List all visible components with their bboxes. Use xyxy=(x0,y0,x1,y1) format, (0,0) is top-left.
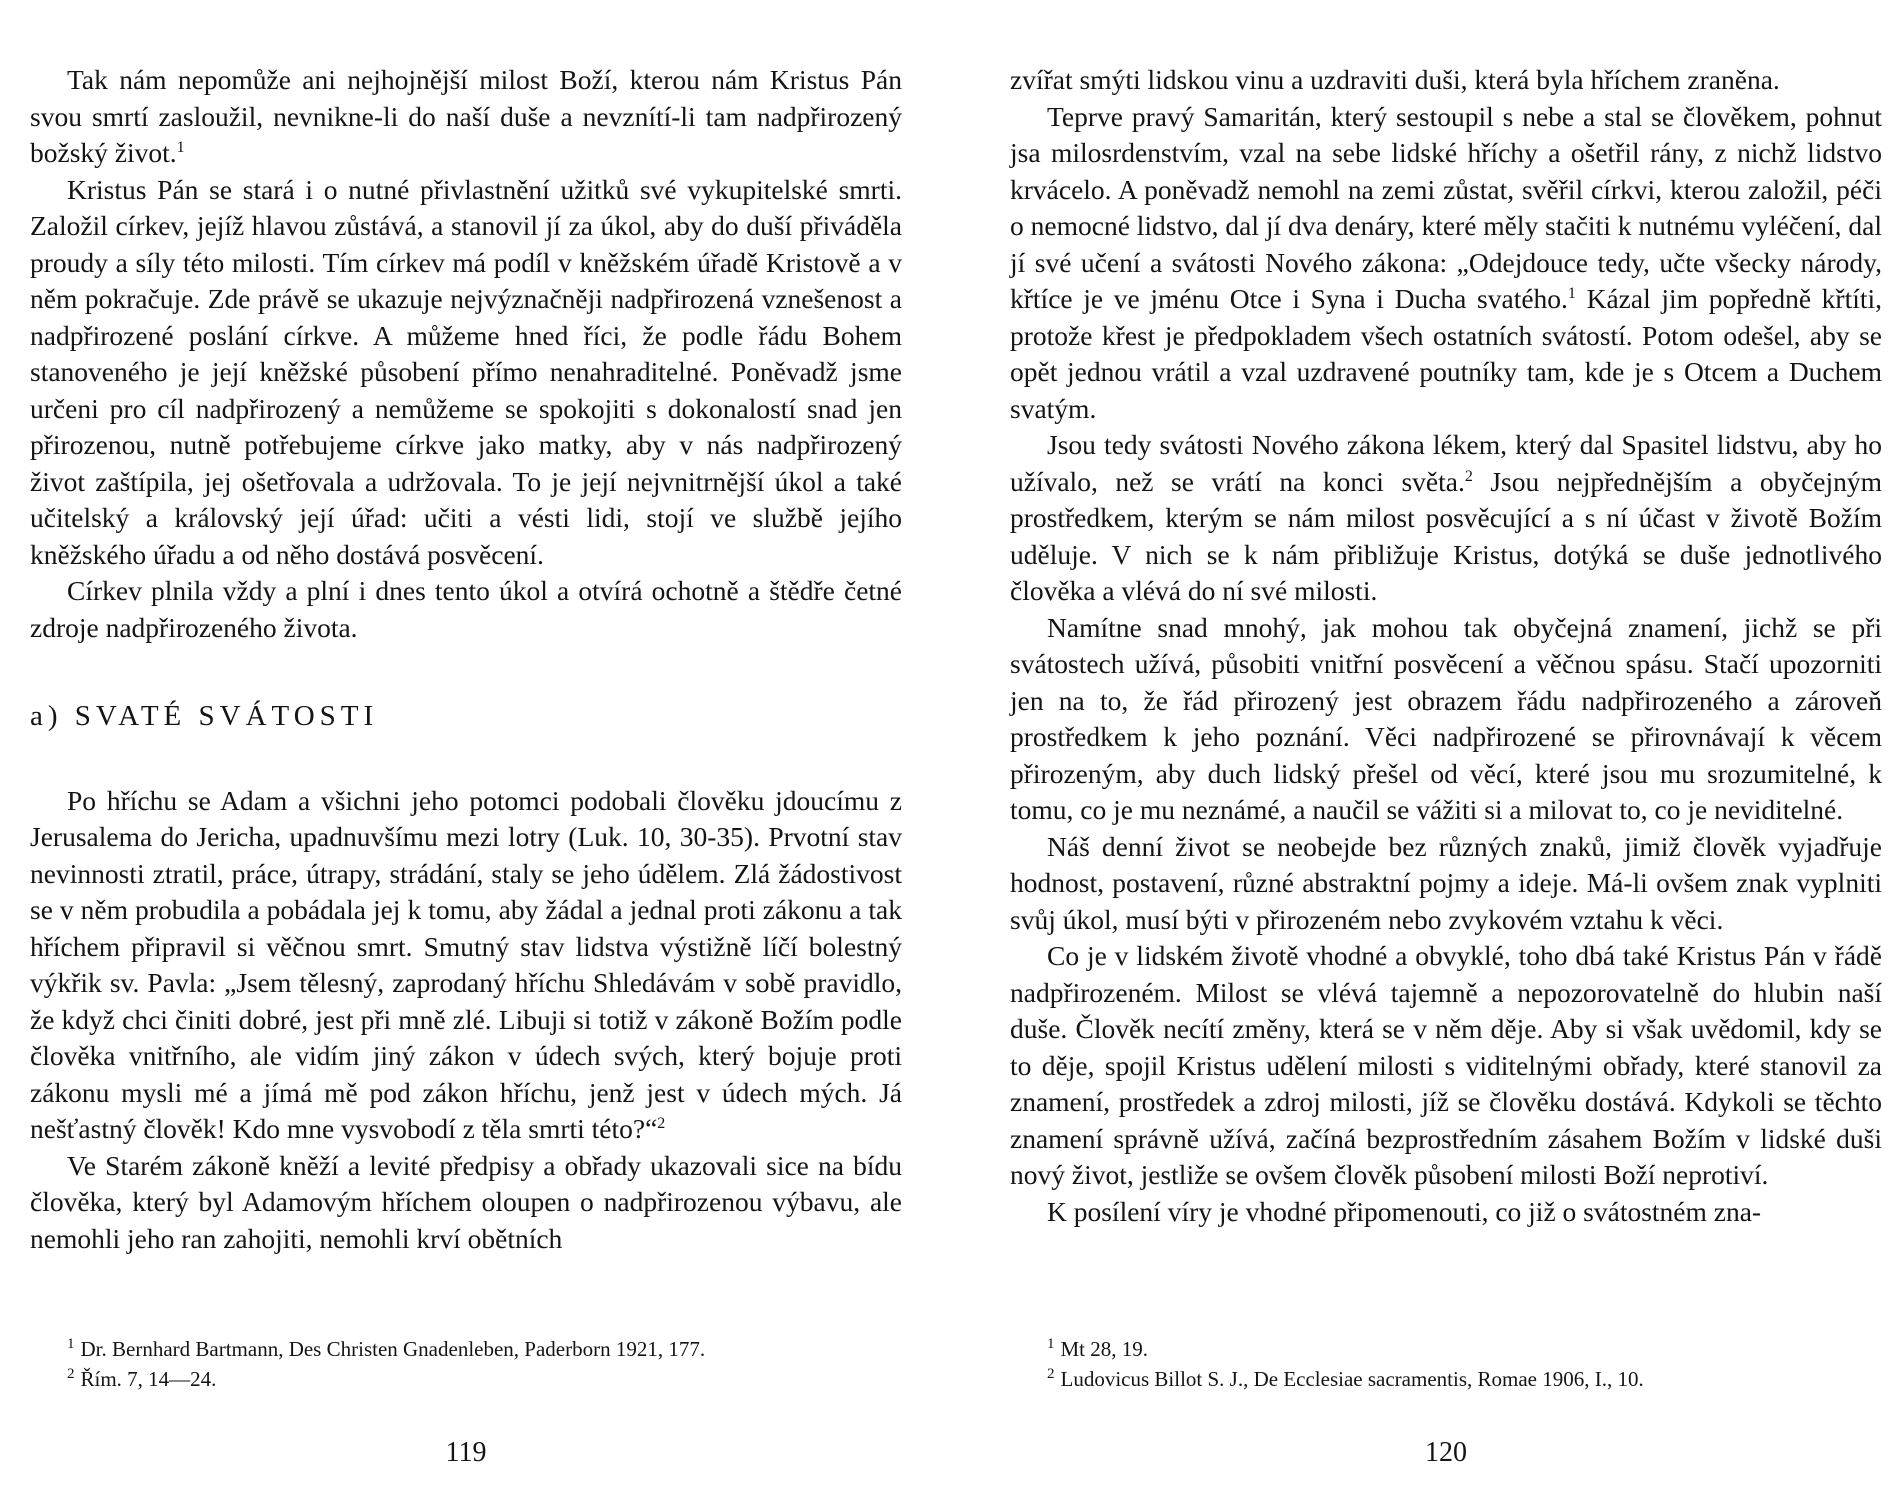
page-number: 119 xyxy=(445,1437,487,1468)
footnote xyxy=(1010,1364,1882,1394)
footnote-ref: 2 xyxy=(1464,467,1473,485)
footnotes xyxy=(30,1334,902,1394)
paragraph: Církev plnila vždy a plní i dnes tento úkol a otvírá ochotně a štědře četné zdroje nadpřirozeného života. xyxy=(30,575,902,643)
footnote xyxy=(1010,1334,1882,1364)
page-number: 120 xyxy=(1425,1437,1467,1468)
paragraph: Náš denní život se neobejde bez různých znaků, jimiž člověk vyjadřuje hodnost, postavení, různé abstraktní pojmy a ideje. Má-li ovšem znak vyplniti svůj úkol, musí býti v přirozeném nebo zvykovém vztahu k věci. xyxy=(1010,830,1882,935)
footnote-mark: 2 xyxy=(1047,1366,1055,1382)
paragraph-text: Jsou nejpřednějším a obyčejným prostředkem, kterým se nám milost posvěcující a s ní účast v životě Božím uděluje. V nich se k nám přibližuje Kristus, dotýká se duše jednotlivého člověka a vlévá do ní své milosti. xyxy=(1010,465,1883,606)
paragraph: Namítne snad mnohý, jak mohou tak obyčejná znamení, jichž se při svátostech užívá, působiti vnitřní posvěcení a věčnou spásu. Stačí upozorniti jen na to, že řád přirozený jest obrazem řádu nadpřirozeného a zároveň prostředkem k jeho poznání. Věci nadpřirozené se přirovnávají k věcem přirozeným, aby duch lidský přešel od věcí, které jsou mu srozumitelné, k tomu, co je mu neznámé, a naučil se vážiti si a milovat to, co je neviditelné. xyxy=(1010,611,1882,825)
paragraph: Co je v lidském životě vhodné a obvyklé, toho dbá také Kristus Pán v řádě nadpřirozeném. Milost se vlévá tajemně a nepozorovatelně do hlubin naší duše. Člověk necítí změny, která se v něm děje. Aby si však uvědomil, kdy se to děje, spojil Kristus udělení milosti s viditelnými obřady, které stanovil za znamení, prostředek a zdroj milosti, jíž se člověku dostává. Kdykoli se těchto znamení správně užívá, začíná bezprostředním zásahem Božím v lidské duši nový život, jestliže se ovšem člověk působení milosti Boží neprotiví. xyxy=(1010,940,1882,1190)
paragraph-text: Tak nám nepomůže ani nejhojnější milost Boží, kterou nám Kristus Pán svou smrtí zasloužil, nevnikne-li do naší duše a nevznítí-li tam nadpřirozený božský život. xyxy=(30,64,902,168)
footnote-ref: 2 xyxy=(657,1114,666,1132)
footnote-text: Řím. 7, 14—24. xyxy=(80,1367,217,1391)
paragraph: K posílení víry je vhodné připomenouti, co již o svátostném zna- xyxy=(1047,1195,1762,1227)
paragraph-text: Po hříchu se Adam a všichni jeho potomci podobali člověku jdoucímu z Jerusalema do Jericha, upadnuvšímu mezi lotry (Luk. 10, 30-35). Prvotní stav nevinnosti ztratil, práce, útrapy, strádání, staly se jeho údělem. Zlá žádostivost se v něm probudila a pobádala jej k tomu, aby žádal a jednal proti zákonu a tak hříchem připravil si věčnou smrt. Smutný stav lidstva výstižně líčí bolestný výkřik sv. Pavla: „Jsem tělesný, zaprodaný hříchu Shledávám v sobě pravidlo, že když chci činiti dobré, jest při mně zlé. Libuji si totiž v zákoně Božím podle člověka vnitřního, ale vidím jiný zákon v údech svých, který bojuje proti zákonu mysli mé a jímá mě pod zákon hříchu, jenž jest v údech mých. Já nešťastný člověk! Kdo mne vysvobodí z těla smrti této?“ xyxy=(30,784,902,1144)
footnote-mark: 1 xyxy=(67,1336,75,1352)
paragraph-text: Teprve pravý Samaritán, který sestoupil s nebe a stal se člověkem, pohnut jsa milosrdenstvím, vzal na sebe lidské hříchy a ošetřil rány, z nichž lidstvo krvácelo. A poněvadž nemohl na zemi zůstat, svěřil církvi, kterou založil, péči o nemocné lidstvo, dal jí dva denáry, které měly stačiti k nutnému vyléčení, dal jí své učení a svátosti Nového zákona: „Odejdouce tedy, učte všecky národy, křtíce je ve jménu Otce i Syna i Ducha svatého. xyxy=(1010,100,1882,314)
paragraph xyxy=(30,783,902,1148)
footnote-ref: 1 xyxy=(1567,284,1576,302)
paragraph xyxy=(1010,99,1882,428)
paragraph: zvířat smýti lidskou vinu a uzdraviti duši, která byla hříchem zraněna. xyxy=(1010,64,1780,95)
paragraph xyxy=(1010,427,1882,610)
footnote-text: Ludovicus Billot S. J., De Ecclesiae sacramentis, Romae 1906, I., 10. xyxy=(1060,1367,1644,1391)
right-page xyxy=(1010,62,1882,1482)
footnote-ref: 1 xyxy=(176,138,185,156)
footnotes xyxy=(1010,1334,1882,1394)
footnote-text: Dr. Bernhard Bartmann, Des Christen Gnadenleben, Paderborn 1921, 177. xyxy=(80,1337,706,1361)
paragraph: Ve Starém zákoně kněží a levité předpisy a obřady ukazovali sice na bídu člověka, který byl Adamovým hříchem oloupen o nadpřirozenou výbavu, ale nemohli jeho ran zahojiti, nemohli krví obětních xyxy=(30,1149,902,1254)
paragraph-text: Kázal jim popředně křtíti, protože křest je předpokladem všech ostatních svátostí. Potom odešel, aby se opět jednou vrátil a vzal uzdravené poutníky tam, kde je s Otcem a Duchem svatým. xyxy=(1010,283,1883,424)
footnote xyxy=(30,1334,902,1364)
footnote-mark: 1 xyxy=(1047,1336,1055,1352)
footnote-mark: 2 xyxy=(67,1366,75,1382)
section-heading: a) SVATÉ SVÁTOSTI xyxy=(30,700,379,732)
footnote-text: Mt 28, 19. xyxy=(1060,1337,1149,1361)
paragraph xyxy=(30,62,902,172)
paragraph-text: Jsou tedy svátosti Nového zákona lékem, který dal Spasitel lidstvu, aby ho užívalo, než se vrátí na konci světa. xyxy=(1010,429,1882,497)
left-page xyxy=(30,62,902,1482)
footnote xyxy=(30,1364,902,1394)
paragraph: Kristus Pán se stará i o nutné přivlastnění užitků své vykupitelské smrti. Založil církev, jejíž hlavou zůstává, a stanovil jí za úkol, aby do duší přiváděla proudy a síly této milosti. Tím církev má podíl v kněžském úřadě Kristově a v něm pokračuje. Zde právě se ukazuje nejvýznačněji nadpřirozená vznešenost a nadpřirozené poslání církve. A můžeme hned říci, že podle řádu Bohem stanoveného je její kněžské působení přímo nenahraditelné. Poněvadž jsme určeni pro cíl nadpřirozený a nemůžeme se spokojiti s dokonalostí snad jen přirozenou, nutně potřebujeme církve jako matky, aby v nás nadpřirozený život zaštípila, jej ošetřovala a udržovala. To je její nejvnitrnější úkol a také učitelský a královský její úřad: učiti a vésti lidi, stojí ve službě jejího kněžského úřadu a od něho dostává posvěcení. xyxy=(30,173,902,570)
